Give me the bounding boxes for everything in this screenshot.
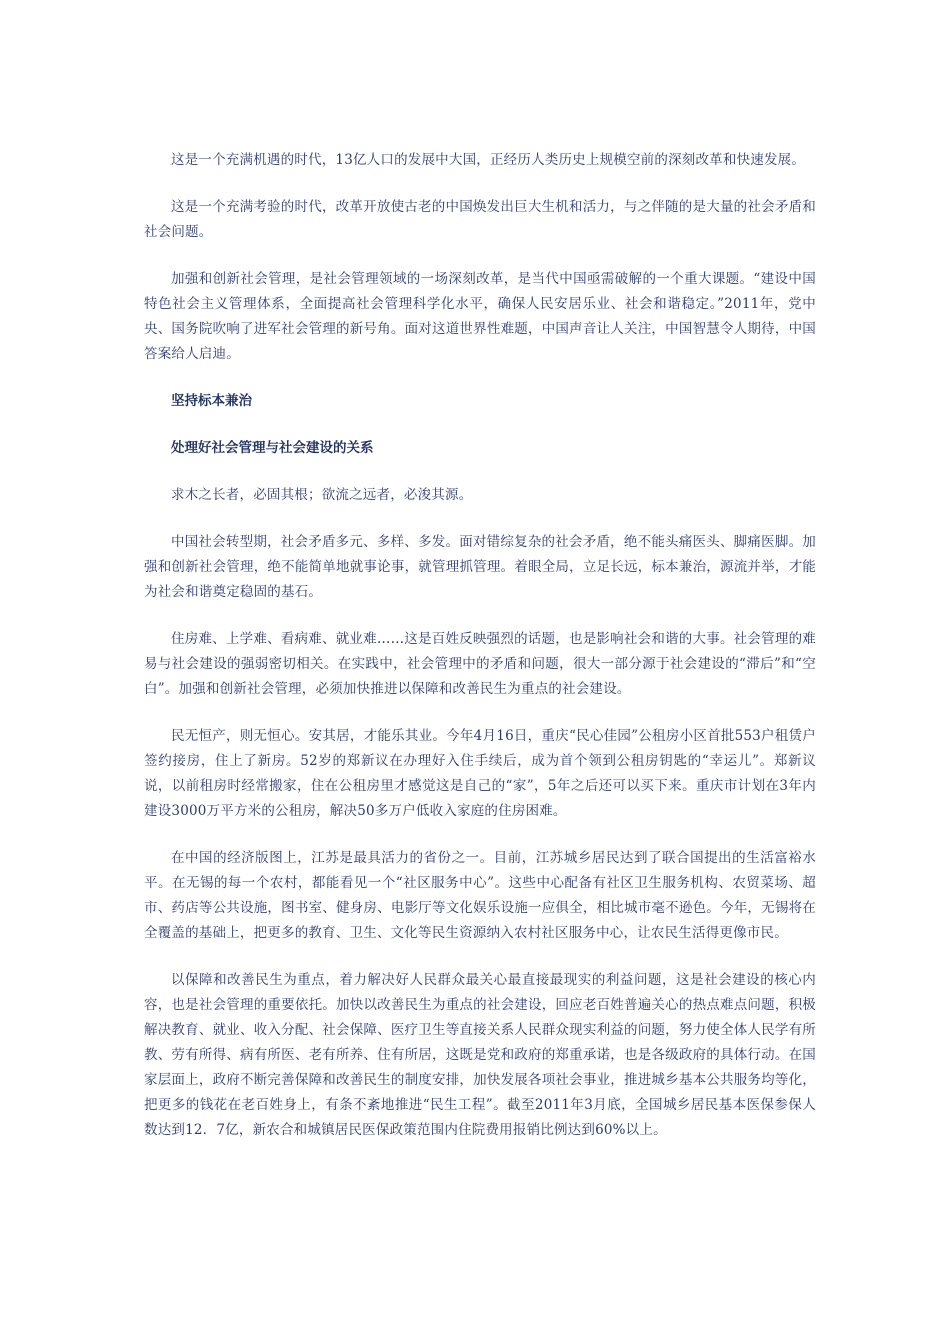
intro-paragraph-3: 加强和创新社会管理，是社会管理领域的一场深刻改革，是当代中国亟需破解的一个重大课题。“建设中国特色社会主义管理体系，全面提高社会管理科学化水平，确保人民安居乐业、社会和谐稳定。”2011年，党中央、国务院吹响了进军社会管理的新号角。面对这道世界性难题，中国声音让人关注，中国智慧令人期待，中国答案给人启迪。 (144, 271, 816, 362)
body-paragraph-3: 住房难、上学难、看病难、就业难……这是百姓反映强烈的话题，也是影响社会和谐的大事。社会管理的难易与社会建设的强弱密切相关。在实践中，社会管理中的矛盾和问题，很大一部分源于社会建设的“滞后”和“空白”。加强和创新社会管理，必须加快推进以保障和改善民生为重点的社会建设。 (144, 631, 816, 697)
intro-paragraph-2: 这是一个充满考验的时代，改革开放使古老的中国焕发出巨大生机和活力，与之伴随的是大量的社会矛盾和社会问题。 (144, 199, 816, 240)
body-paragraph-2: 中国社会转型期，社会矛盾多元、多样、多发。面对错综复杂的社会矛盾，绝不能头痛医头、脚痛医脚。加强和创新社会管理，绝不能简单地就事论事，就管理抓管理。着眼全局，立足长远，标本兼治，源流并举，才能为社会和谐奠定稳固的基石。 (144, 534, 816, 600)
body-paragraph-1: 求木之长者，必固其根；欲流之远者，必浚其源。 (171, 487, 473, 503)
body-paragraph-4: 民无恒产，则无恒心。安其居，才能乐其业。今年4月16日，重庆“民心佳园”公租房小区首批553户租赁户签约接房，住上了新房。52岁的郑新议在办理好入住手续后，成为首个领到公租房钥匙的“幸运儿”。郑新议说，以前租房时经常搬家，住在公租房里才感觉这是自己的“家”，5年之后还可以买下来。重庆市计划在3年内建设3000万平方米的公租房，解决50多万户低收入家庭的住房困难。 (144, 728, 816, 819)
document-page (144, 148, 816, 1165)
section-subheading: 处理好社会管理与社会建设的关系 (171, 440, 374, 456)
body-paragraph-5: 在中国的经济版图上，江苏是最具活力的省份之一。目前，江苏城乡居民达到了联合国提出的生活富裕水平。在无锡的每一个农村，都能看见一个“社区服务中心”。这些中心配备有社区卫生服务机构、农贸菜场、超市、药店等公共设施，图书室、健身房、电影厅等文化娱乐设施一应俱全，相比城市毫不逊色。今年，无锡将在全覆盖的基础上，把更多的教育、卫生、文化等民生资源纳入农村社区服务中心，让农民生活得更像市民。 (144, 850, 816, 941)
section-heading: 坚持标本兼治 (171, 393, 252, 409)
body-paragraph-6: 以保障和改善民生为重点，着力解决好人民群众最关心最直接最现实的利益问题，这是社会建设的核心内容，也是社会管理的重要依托。加快以改善民生为重点的社会建设，回应老百姓普遍关心的热点难点问题，积极解决教育、就业、收入分配、社会保障、医疗卫生等直接关系人民群众现实利益的问题，努力使全体人民学有所教、劳有所得、病有所医、老有所养、住有所居，这既是党和政府的郑重承诺，也是各级政府的具体行动。在国家层面上，政府不断完善保障和改善民生的制度安排，加快发展各项社会事业，推进城乡基本公共服务均等化，把更多的钱花在老百姓身上，有条不紊地推进“民生工程”。截至2011年3月底，全国城乡居民基本医保参保人数达到12．7亿，新农合和城镇居民医保政策范围内住院费用报销比例达到60%以上。 (144, 972, 816, 1138)
intro-paragraph-1: 这是一个充满机遇的时代，13亿人口的发展中大国，正经历人类历史上规模空前的深刻改革和快速发展。 (171, 152, 806, 168)
